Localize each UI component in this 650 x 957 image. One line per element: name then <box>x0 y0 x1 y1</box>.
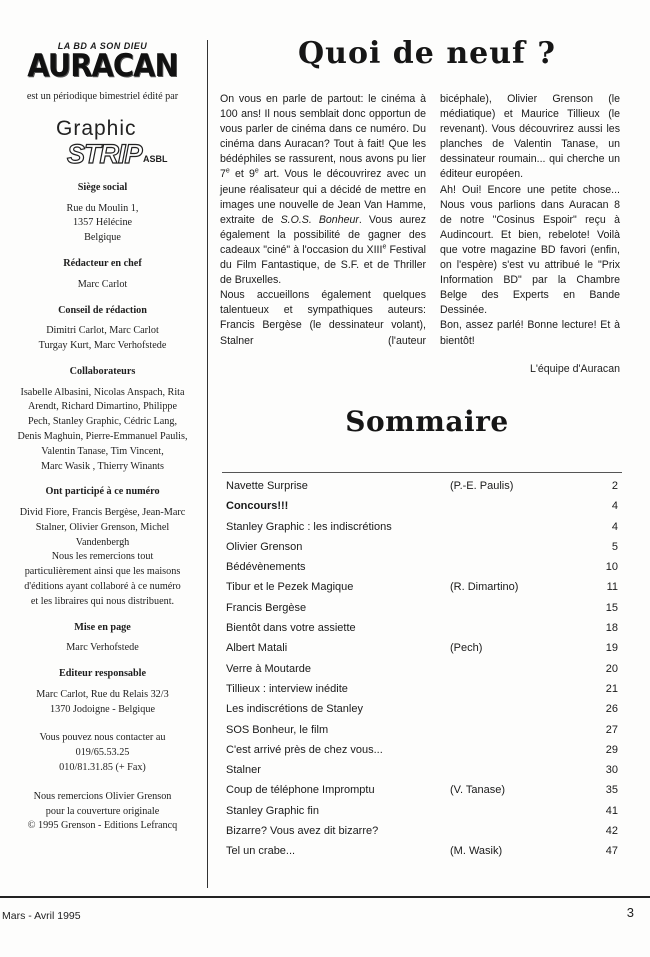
masthead-section-body <box>0 324 205 354</box>
masthead-line: Stalner, Olivier Grenson, Michel <box>35 521 170 533</box>
editorial-paragraph-4: Bon, assez parlé! Bonne lecture! Et à bientôt! <box>440 319 620 347</box>
toc-entry-title: Coup de téléphone Impromptu <box>226 784 375 797</box>
masthead-line: Marc Carlot <box>77 278 128 290</box>
toc-entry <box>226 561 626 581</box>
toc-entry-title: Francis Bergèse <box>226 601 307 614</box>
editorial-signature: L'équipe d'Auracan <box>529 363 620 375</box>
toc-entry-title: Stalner <box>226 764 261 777</box>
toc-entry <box>226 480 626 500</box>
toc-entry <box>226 541 626 561</box>
masthead-sections <box>0 181 205 834</box>
masthead-section-body <box>0 386 205 475</box>
toc-entry-page: 35 <box>605 784 618 797</box>
toc-entry-page: 4 <box>611 520 618 533</box>
toc-entry-title: Bientôt dans votre assiette <box>226 622 356 635</box>
editorial-column-2 <box>440 92 620 349</box>
toc-entry-page: 42 <box>605 825 618 838</box>
masthead-line: Vous pouvez nous contacter au <box>39 732 166 744</box>
toc-entry-title: Albert Matali <box>226 642 288 655</box>
toc-entry <box>226 663 626 683</box>
masthead-line: et les libraires qui nous distribuent. <box>30 595 175 607</box>
editorial-column-1 <box>220 92 426 349</box>
graphic-strip-logo <box>0 110 205 170</box>
toc-entry <box>226 724 626 744</box>
toc-entry <box>226 602 626 622</box>
editorial-title: Quoi de neuf ? <box>298 36 556 71</box>
footer-rule <box>0 896 650 898</box>
masthead-section-body <box>0 688 205 718</box>
toc-entry <box>226 500 626 520</box>
masthead-section-body <box>0 278 205 293</box>
toc-entry <box>226 683 626 703</box>
toc-entry <box>226 703 626 723</box>
masthead-line: 1370 Jodoigne - Belgique <box>50 703 155 715</box>
masthead-line: © 1995 Grenson - Editions Lefrancq <box>27 820 178 832</box>
masthead-section-title: Siège social <box>77 181 128 193</box>
masthead-line: 1357 Hélécine <box>72 217 133 229</box>
editorial-paragraph-3: Ah! Oui! Encore une petite chose... Nous vous parlions dans Auracan 8 de notre "Cosinus Espoir" reçu à Audincourt. Et bien, rebelote! Voilà que votre magazine BD favori (enfin, on l'espère) s'est vu attribué le "Prix Information BD" par la Chambre Belge des Experts en Bande Dessinée. <box>440 183 620 317</box>
masthead-column <box>0 38 205 834</box>
toc-entry-page: 10 <box>605 561 618 574</box>
masthead-section-title: Mise en page <box>74 621 131 633</box>
toc-entry-page: 15 <box>605 601 618 614</box>
masthead-line: Rue du Moulin 1, <box>66 202 139 214</box>
toc-entry-page: 20 <box>605 662 618 675</box>
toc-entry <box>226 744 626 764</box>
toc-entry-title: Navette Surprise <box>226 480 308 492</box>
masthead-line: Denis Maghuin, Pierre-Emmanuel Paulis, <box>17 430 188 442</box>
graphic-strip-logo-strip: STRIP <box>67 138 142 169</box>
toc-entry-title: Tibur et le Pezek Magique <box>226 581 354 594</box>
masthead-section-body <box>0 506 205 609</box>
masthead-line: pour la couverture originale <box>45 805 160 817</box>
masthead-line: Pech, Stanley Graphic, Cédric Lang, <box>27 416 178 428</box>
masthead-line: Turgay Kurt, Marc Verhofstede <box>38 340 167 352</box>
masthead-line: Divid Fiore, Francis Bergèse, Jean-Marc <box>19 507 186 519</box>
graphic-strip-logo-graphic: Graphic <box>56 116 137 140</box>
masthead-section-title: Rédacteur en chef <box>63 257 142 269</box>
masthead-line: Isabelle Albasini, Nicolas Anspach, Rita <box>20 386 185 398</box>
masthead-section-title: Ont participé à ce numéro <box>45 486 160 498</box>
toc-entry-author: (R. Dimartino) <box>450 581 519 594</box>
toc-entry-page: 30 <box>605 764 618 777</box>
toc-entry-title: Concours!!! <box>226 500 289 513</box>
toc-entry-author: (Pech) <box>450 642 483 655</box>
toc-entry-page: 47 <box>605 845 618 858</box>
toc-entry-page: 27 <box>605 723 618 736</box>
toc-entry-title: Stanley Graphic : les indiscrétions <box>226 520 392 533</box>
toc-entry-page: 41 <box>605 804 618 817</box>
masthead-line: Vandenbergh <box>75 536 130 548</box>
toc-entry <box>226 764 626 784</box>
toc-entry-title: Tillieux : interview inédite <box>226 682 348 695</box>
page-number: 3 <box>626 905 634 920</box>
toc-entry-page: 19 <box>605 642 618 655</box>
toc-entry-page: 4 <box>611 500 618 513</box>
masthead-line: Valentin Tanase, Tim Vincent, <box>41 445 164 457</box>
toc-entry-author: (M. Wasik) <box>450 845 503 858</box>
masthead-line: Arendt, Richard Dimartino, Philippe <box>27 401 178 413</box>
masthead-section-body <box>0 202 205 246</box>
masthead-line: Marc Verhofstede <box>66 642 139 654</box>
toc-entry <box>226 581 626 601</box>
toc-entry-title: Les indiscrétions de Stanley <box>226 703 363 716</box>
toc-entry-title: Bizarre? Vous avez dit bizarre? <box>226 825 379 838</box>
toc-entry <box>226 642 626 662</box>
masthead-line: 019/65.53.25 <box>75 747 130 759</box>
toc-entry <box>226 521 626 541</box>
toc-entry <box>226 805 626 825</box>
toc-entry-title: Stanley Graphic fin <box>226 804 319 817</box>
masthead-line: Marc Wasik , Thierry Winants <box>41 460 164 472</box>
masthead-line: Marc Carlot, Rue du Relais 32/3 <box>36 688 169 700</box>
toc-entry-page: 2 <box>611 480 618 492</box>
toc-entry-page: 18 <box>605 622 618 635</box>
toc-entry-title: Verre à Moutarde <box>226 662 311 675</box>
editorial-paragraph-2-part-1: Nous accueillons également quelques talentueux et sympathiques auteurs: Francis Bergèse (le dessinateur volant), Stalner (l'auteur <box>220 289 426 347</box>
masthead-line: 010/81.31.85 (+ Fax) <box>59 762 146 774</box>
masthead-section-body <box>0 731 205 775</box>
logo-tagline: LA BD A SON DIEU <box>57 41 148 51</box>
sommaire-rule <box>222 472 622 473</box>
toc-entry-title: Tel un crabe... <box>226 845 296 858</box>
toc-entry-title: SOS Bonheur, le film <box>226 723 329 736</box>
toc-entry-title: Bédévènements <box>226 561 306 574</box>
masthead-line: d'éditions ayant collaboré à ce numéro <box>24 581 181 593</box>
toc-entry-title: C'est arrivé près de chez vous... <box>226 743 383 756</box>
toc-entry-title: Olivier Grenson <box>226 540 303 553</box>
table-of-contents <box>226 480 626 866</box>
toc-entry-page: 5 <box>611 540 618 553</box>
toc-entry-author: (P.-E. Paulis) <box>450 480 514 492</box>
publication-intro: est un périodique bimestriel édité par <box>26 91 179 103</box>
column-divider <box>207 40 208 888</box>
toc-entry-author: (V. Tanase) <box>450 784 506 797</box>
editorial-paragraph-1: On vous en parle de partout: le cinéma à 100 ans! Il nous semblait donc opportun de vous parler de cinéma dans ce numéro. Du cinéma dans Auracan? Tout à fait! Que les bédéphiles se rassurent, nous avons pu lier 7e et 9e art. Vous le découvrirez avec un jeune réalisateur qui a décidé de mettre en images une nouvelle de Jean Van Hamme, extraite de S.O.S. Bonheur. Vous aurez également la possibilité de gagner des cadeaux "ciné" à l'occasion du XIIIe Festival du Film Fantastique, de S.F. et de Thriller de Bruxelles. <box>220 93 426 287</box>
toc-entry-page: 29 <box>605 743 618 756</box>
toc-entry <box>226 845 626 865</box>
footer-date: Mars - Avril 1995 <box>2 910 81 922</box>
masthead-section-body <box>0 790 205 834</box>
masthead-line: Dimitri Carlot, Marc Carlot <box>46 325 159 337</box>
masthead-section-title: Editeur responsable <box>58 668 147 680</box>
toc-entry-page: 26 <box>605 703 618 716</box>
auracan-logo: AURACAN <box>27 48 178 85</box>
sommaire-title: Sommaire <box>345 405 509 438</box>
masthead-line: Belgique <box>84 232 121 244</box>
masthead-section-body <box>0 641 205 656</box>
graphic-strip-logo-asbl: ASBL <box>143 153 168 164</box>
masthead-line: Nous les remercions tout <box>51 551 154 563</box>
masthead-line: particulièrement ainsi que les maisons <box>24 566 181 578</box>
toc-entry <box>226 622 626 642</box>
toc-entry-page: 21 <box>605 682 618 695</box>
toc-entry <box>226 784 626 804</box>
editorial-paragraph-2-part-2: bicéphale), Olivier Grenson (le médiatique) et Maurice Tillieux (le revenant). Vous découvrirez aussi les planches de Valentin Tanase, un dessinateur roumain... qui cherche un éditeur européen. <box>440 93 620 181</box>
masthead-section-title: Conseil de rédaction <box>58 304 147 316</box>
masthead-section-title: Collaborateurs <box>69 365 136 377</box>
masthead-line: Nous remercions Olivier Grenson <box>33 790 172 802</box>
toc-entry-page: 11 <box>606 581 618 594</box>
toc-entry <box>226 825 626 845</box>
